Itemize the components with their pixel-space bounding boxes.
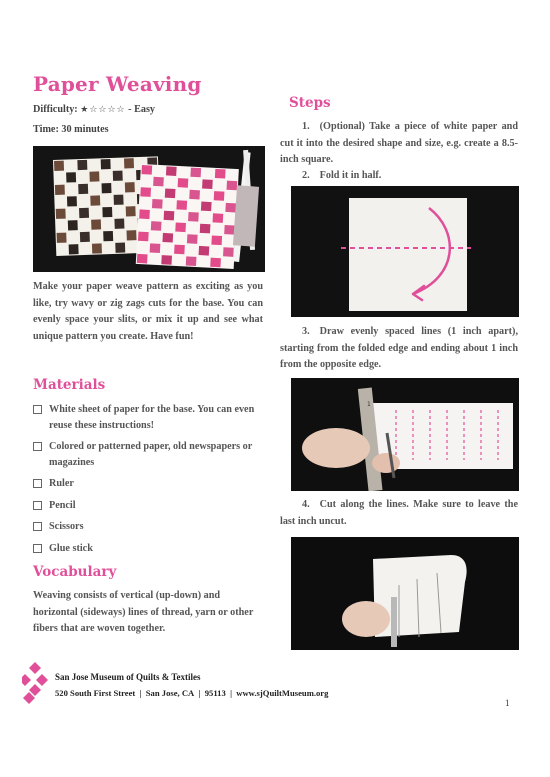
checkbox-icon	[33, 544, 42, 553]
intro-text: Make your paper weave pattern as exciting as you like, try wavy or zig zags cuts for the base. You can evenly space your slits, or mix it up and see what unique pattern you create. Have fun!	[33, 281, 263, 342]
page-title: Paper Weaving	[33, 72, 202, 96]
step-1	[280, 119, 518, 169]
weaving-photo	[33, 146, 265, 272]
vocabulary-text: Weaving consists of vertical (up-down) and horizontal (sideways) lines of thread, yarn or other fibers that are woven together.	[33, 590, 254, 635]
checkbox-icon	[33, 522, 42, 531]
material-item: Ruler	[33, 476, 273, 492]
step-4	[280, 497, 518, 530]
checkbox-icon	[33, 479, 42, 488]
step-2	[280, 168, 518, 185]
museum-website-link[interactable]: www.sjQuiltMuseum.org	[236, 688, 329, 698]
materials-heading: Materials	[33, 377, 106, 393]
step-text: Draw evenly spaced lines (1 inch apart), starting from the folded edge and ending about 1 inch from the opposite edge.	[280, 326, 518, 371]
vocabulary-heading: Vocabulary	[33, 564, 117, 580]
checkbox-icon	[33, 442, 42, 451]
draw-lines-photo	[291, 378, 519, 491]
page-number: 1	[505, 698, 510, 708]
weaving-illustration	[33, 146, 265, 272]
fold-photo	[291, 186, 519, 317]
steps-heading: Steps	[289, 95, 331, 111]
materials-list	[33, 402, 273, 556]
museum-logo-icon	[22, 660, 48, 706]
draw-lines-illustration	[291, 378, 519, 491]
difficulty-level: - Easy	[128, 104, 156, 115]
cut-illustration	[291, 537, 519, 650]
difficulty-label: Difficulty:	[33, 104, 78, 115]
step-text: (Optional) Take a piece of white paper and cut it into the desired shape and size, e.g. create a 8.5-inch square.	[280, 121, 518, 166]
difficulty-stars: ★☆☆☆☆	[80, 105, 126, 115]
cut-photo	[291, 537, 519, 650]
step-number: 4.	[302, 499, 310, 510]
museum-name: San Jose Museum of Quilts & Textiles	[55, 672, 201, 682]
material-item: Pencil	[33, 498, 273, 514]
material-item: Glue stick	[33, 541, 273, 557]
step-text: Cut along the lines. Make sure to leave the last inch uncut.	[280, 499, 518, 527]
step-number: 3.	[302, 326, 310, 337]
time-line: Time: 30 minutes	[33, 124, 109, 135]
step-text: Fold it in half.	[319, 170, 382, 181]
checkbox-icon	[33, 405, 42, 414]
ruler-number: 1	[367, 401, 371, 408]
step-number: 1.	[302, 121, 310, 132]
step-number: 2.	[302, 170, 310, 181]
checkbox-icon	[33, 501, 42, 510]
material-item: Colored or patterned paper, old newspapers or magazines	[33, 439, 273, 470]
step-3	[280, 324, 518, 374]
museum-address: 520 South First Street | San Jose, CA | 95113 | www.sjQuiltMuseum.org	[55, 688, 329, 698]
material-item: White sheet of paper for the base. You can even reuse these instructions!	[33, 402, 273, 433]
difficulty-line	[33, 104, 155, 115]
material-item: Scissors	[33, 519, 273, 535]
fold-illustration	[291, 186, 519, 317]
